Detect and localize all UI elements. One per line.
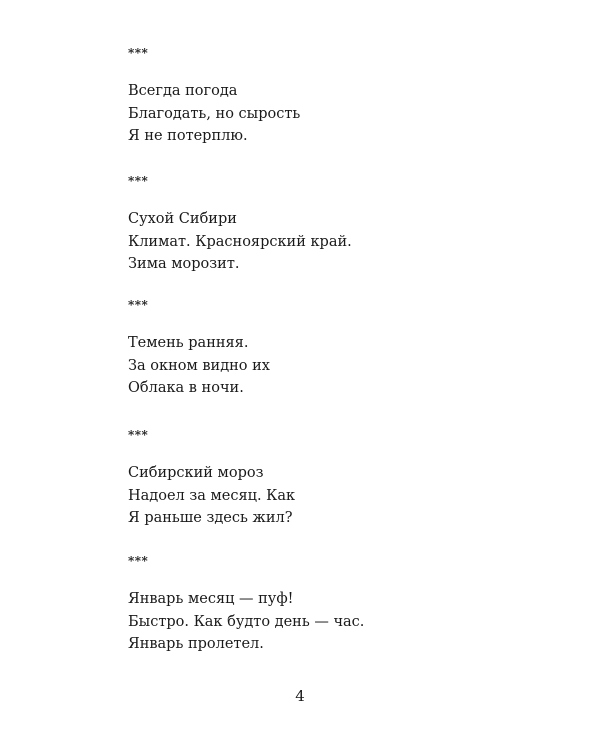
- poem-line: Темень ранняя.: [128, 335, 249, 351]
- poem-line: За окном видно их: [128, 357, 270, 374]
- poem-line: Январь месяц — пуф!: [128, 591, 294, 607]
- poem-lines: [128, 462, 548, 530]
- poem-1: [128, 46, 548, 148]
- poem-4: [128, 428, 548, 530]
- poem-line: Зима морозит.: [128, 256, 240, 272]
- poem-3: [128, 298, 548, 400]
- poem-line: Облака в ночи.: [128, 380, 244, 396]
- poem-line: Январь пролетел.: [128, 636, 264, 652]
- poem-line: Сухой Сибири: [128, 211, 237, 227]
- poem-5: [128, 554, 548, 656]
- poem-line: Благодать, но сырость: [128, 105, 301, 122]
- stanza-separator: ***: [128, 174, 149, 188]
- page-number: 4: [295, 687, 305, 705]
- poem-line: Быстро. Как будто день — час.: [128, 613, 365, 630]
- poem-line: Надоел за месяц. Как: [128, 487, 296, 504]
- poem-2: [128, 174, 548, 276]
- stanza-separator: ***: [128, 298, 149, 312]
- stanza-separator: ***: [128, 428, 149, 442]
- stanza-separator: ***: [128, 46, 149, 60]
- poem-line: Всегда погода: [128, 83, 238, 99]
- poem-lines: [128, 80, 548, 148]
- stanza-separator: ***: [128, 554, 149, 568]
- poem-lines: [128, 208, 548, 276]
- poem-lines: [128, 588, 548, 656]
- poem-line: Я не потерплю.: [128, 128, 248, 144]
- poem-line: Климат. Красноярский край.: [128, 233, 352, 250]
- poem-line: Сибирский мороз: [128, 465, 264, 481]
- poem-lines: [128, 332, 548, 400]
- poem-line: Я раньше здесь жил?: [128, 510, 293, 526]
